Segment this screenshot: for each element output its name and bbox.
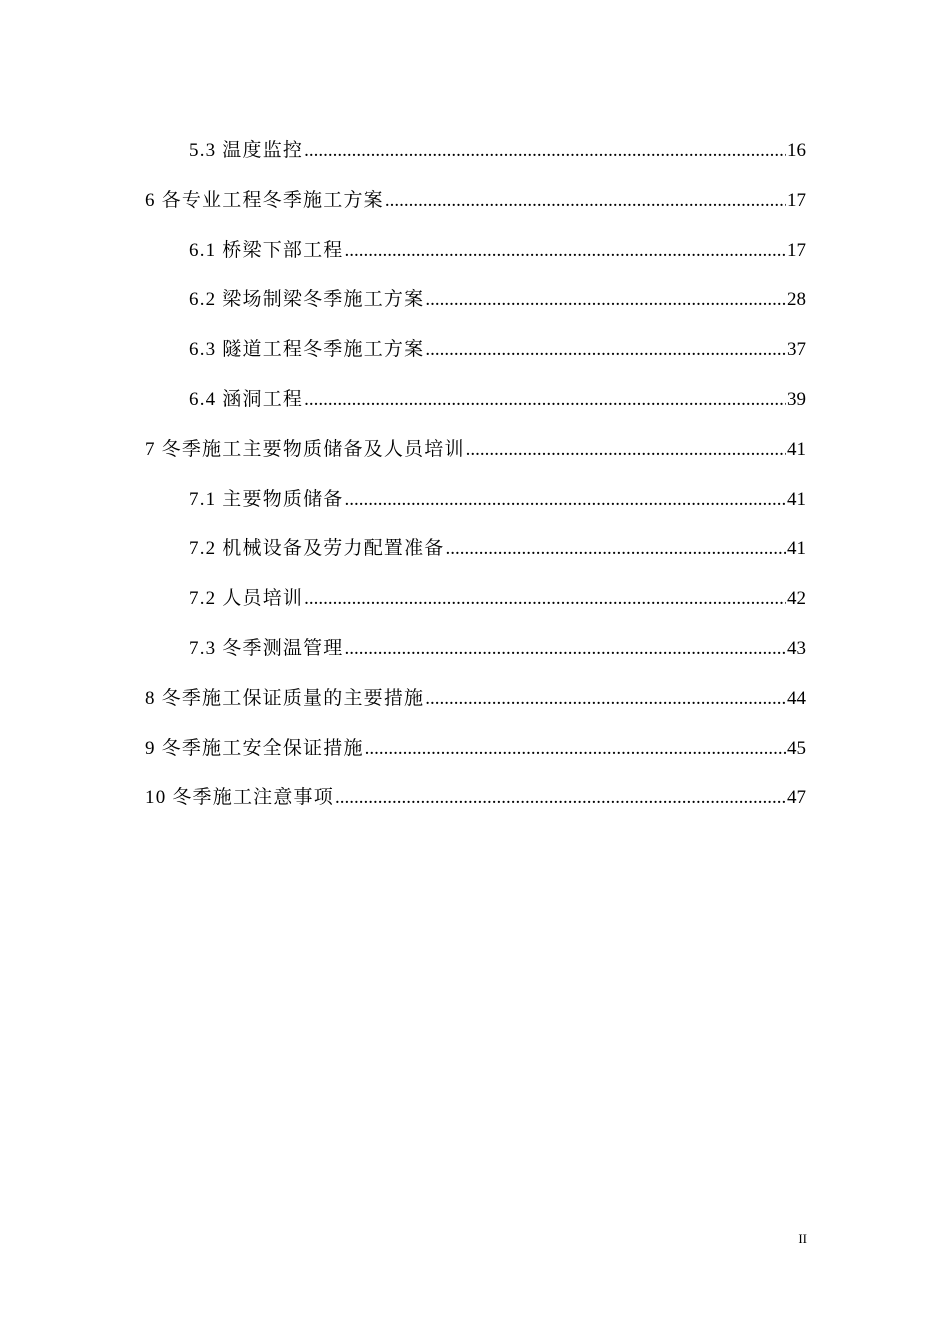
toc-entry-page: 41: [787, 488, 806, 510]
toc-entry-page: 39: [787, 388, 806, 410]
toc-entry-title: 8 冬季施工保证质量的主要措施: [145, 687, 425, 709]
toc-entry-8[interactable]: [145, 674, 806, 724]
toc-entry-title: 7.1 主要物质储备: [189, 488, 344, 510]
toc-entry-title: 6.4 涵洞工程: [189, 388, 304, 410]
toc-entry-7[interactable]: [145, 425, 806, 475]
toc-dot-leader: [365, 724, 786, 774]
toc-entry-page: 47: [787, 787, 806, 809]
toc-entry-title: 9 冬季施工安全保证措施: [145, 737, 364, 759]
toc-entry-page: 17: [787, 189, 806, 211]
toc-entry-page: 43: [787, 637, 806, 659]
toc-dot-leader: [304, 574, 786, 624]
toc-entry-page: 41: [787, 538, 806, 560]
toc-entry-title: 5.3 温度监控: [189, 140, 304, 161]
toc-entry-title: 6.1 桥梁下部工程: [189, 239, 344, 261]
toc-entry-page: 45: [787, 737, 806, 759]
toc-entry-title: 6 各专业工程冬季施工方案: [145, 189, 384, 211]
toc-entry-9[interactable]: [145, 724, 806, 774]
toc-dot-leader: [345, 226, 786, 276]
toc-entry-title: 6.3 隧道工程冬季施工方案: [189, 339, 425, 361]
toc-entry-7-3[interactable]: [145, 624, 806, 674]
toc-entry-6-4[interactable]: [145, 375, 806, 425]
table-of-contents: [145, 126, 806, 823]
toc-dot-leader: [446, 524, 786, 574]
toc-entry-title: 7.2 人员培训: [189, 588, 304, 610]
toc-entry-title: 7.3 冬季测温管理: [189, 637, 344, 659]
toc-entry-title: 10 冬季施工注意事项: [145, 787, 334, 809]
toc-entry-title: 7.2 机械设备及劳力配置准备: [189, 538, 445, 560]
toc-entry-7-1[interactable]: [145, 475, 806, 525]
toc-entry-page: 44: [787, 687, 806, 709]
toc-entry-10[interactable]: [145, 773, 806, 823]
toc-entry-page: 17: [787, 239, 806, 261]
toc-entry-page: 42: [787, 588, 806, 610]
toc-dot-leader: [345, 624, 786, 674]
toc-entry-title: 6.2 梁场制梁冬季施工方案: [189, 289, 425, 311]
toc-dot-leader: [304, 126, 786, 176]
toc-entry-7-2-machinery[interactable]: [145, 524, 806, 574]
toc-dot-leader: [466, 425, 786, 475]
toc-entry-title: 7 冬季施工主要物质储备及人员培训: [145, 438, 465, 460]
toc-dot-leader: [335, 773, 786, 823]
toc-dot-leader: [425, 674, 786, 724]
toc-entry-5-3[interactable]: [145, 126, 806, 176]
toc-entry-6[interactable]: [145, 176, 806, 226]
toc-entry-page: 41: [787, 438, 806, 460]
toc-dot-leader: [345, 475, 786, 525]
toc-entry-6-2[interactable]: [145, 275, 806, 325]
toc-entry-6-3[interactable]: [145, 325, 806, 375]
toc-entry-page: 37: [787, 339, 806, 361]
toc-entry-page: 16: [787, 140, 806, 161]
footer-page-number: II: [798, 1231, 807, 1246]
toc-dot-leader: [304, 375, 786, 425]
toc-entry-page: 28: [787, 289, 806, 311]
toc-dot-leader: [385, 176, 786, 226]
toc-dot-leader: [425, 275, 786, 325]
toc-dot-leader: [425, 325, 786, 375]
toc-entry-6-1[interactable]: [145, 226, 806, 276]
toc-entry-7-2-training[interactable]: [145, 574, 806, 624]
